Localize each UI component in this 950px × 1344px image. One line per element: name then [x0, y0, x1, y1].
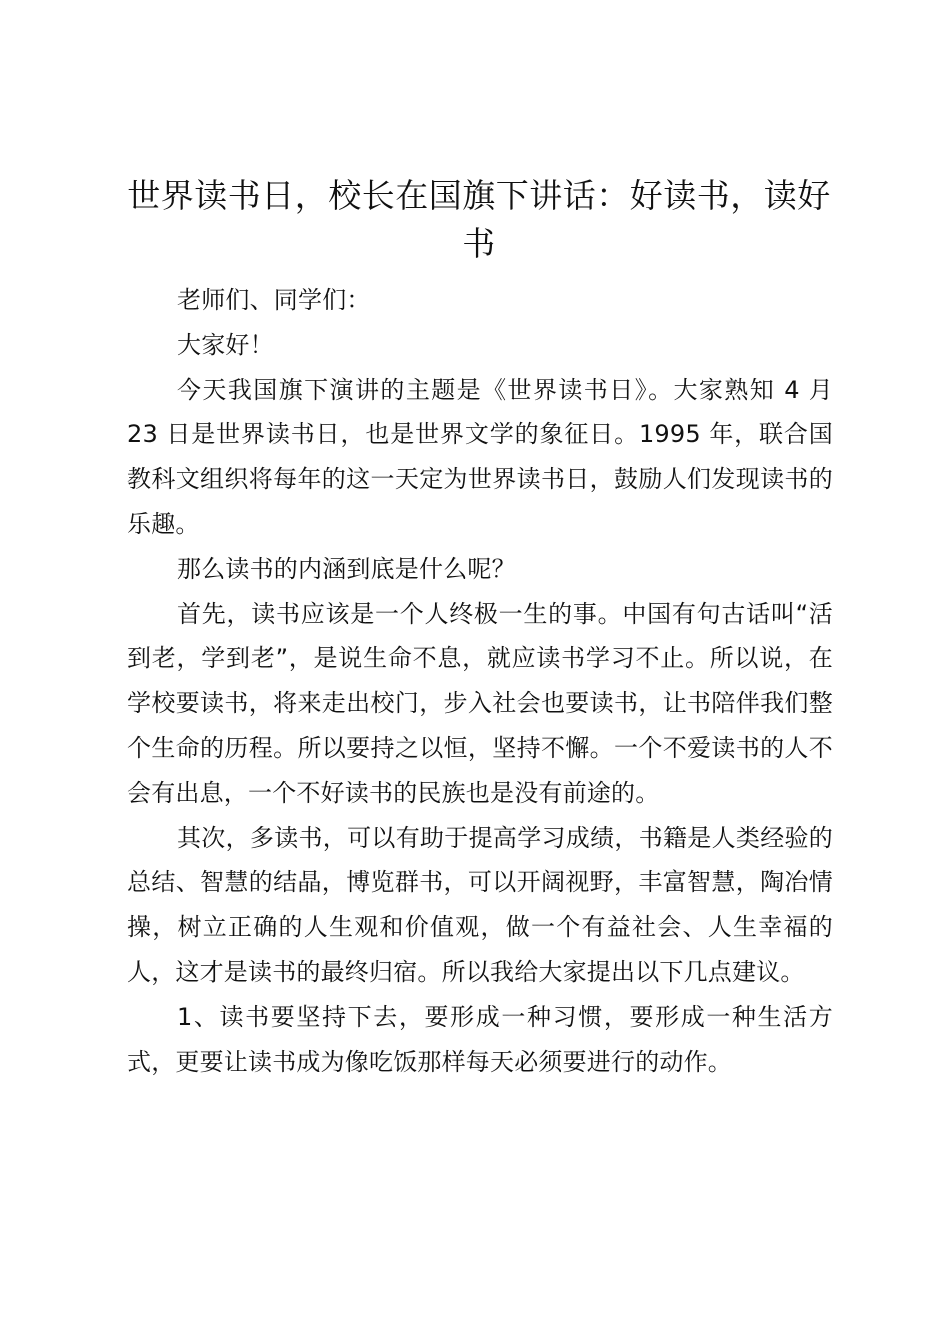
greeting-paragraph: 大家好！ [177, 330, 274, 359]
document-body [127, 278, 833, 1084]
suggestion-paragraph: 1、读书要坚持下去，要形成一种习惯，要形成一种生活方式，更要让读书成为像吃饭那样每天必须要进行的动作。 [127, 1002, 833, 1076]
salutation-paragraph: 老师们、同学们： [177, 286, 371, 314]
document-title: 世界读书日，校长在国旗下讲话：好读书，读好书 [127, 176, 831, 263]
first-point-paragraph: 首先，读书应该是一个人终极一生的事。中国有句古话叫“活到老，学到老”，是说生命不息，就应读书学习不止。所以说，在学校要读书，将来走出校门，步入社会也要读书，让书陪伴我们整个生命的历程。所以要持之以恒，坚持不懈。一个不爱读书的人不会有出息，一个不好读书的民族也是没有前途的。 [127, 599, 833, 807]
question-paragraph: 那么读书的内涵到底是什么呢？ [177, 554, 516, 583]
second-point-paragraph: 其次，多读书，可以有助于提高学习成绩，书籍是人类经验的总结、智慧的结晶，博览群书，可以开阔视野，丰富智慧，陶冶情操，树立正确的人生观和价值观，做一个有益社会、人生幸福的人，这才是读书的最终归宿。所以我给大家提出以下几点建议。 [127, 823, 833, 986]
intro-paragraph: 今天我国旗下演讲的主题是《世界读书日》。大家熟知 4 月 23 日是世界读书日，也是世界文学的象征日。1995 年，联合国教科文组织将每年的这一天定为世界读书日，鼓励人们发现读书的乐趣。 [127, 375, 833, 538]
